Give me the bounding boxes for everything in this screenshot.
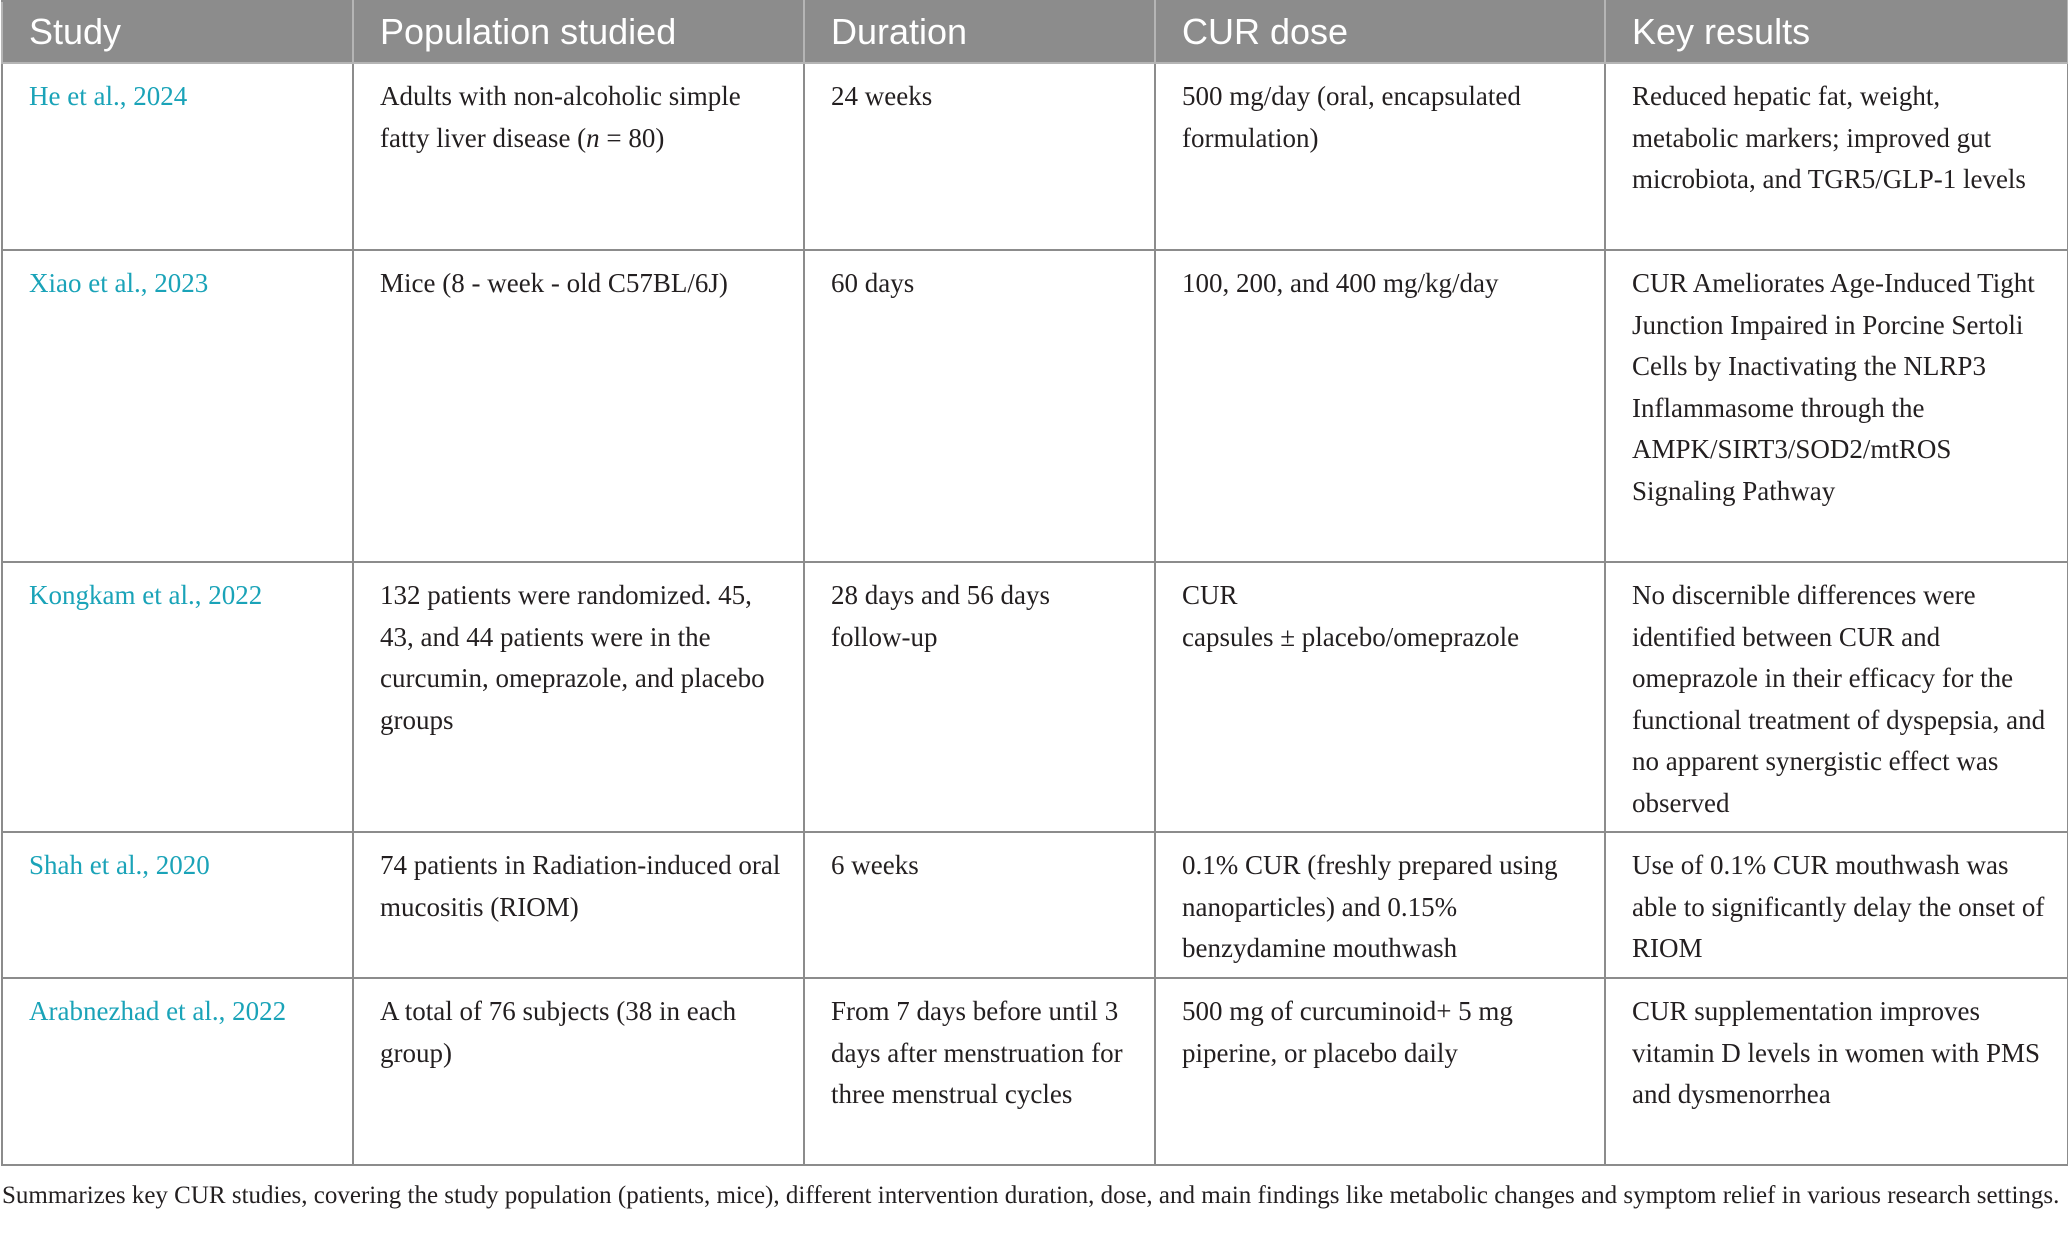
- population-text-end: = 80): [599, 122, 665, 153]
- population-cell: A total of 76 subjects (38 in each group): [353, 978, 804, 1165]
- header-results: Key results: [1605, 1, 2068, 63]
- study-link[interactable]: He et al., 2024: [2, 63, 353, 250]
- duration-cell: 24 weeks: [804, 63, 1155, 250]
- dose-cell: 500 mg of curcuminoid+ 5 mg piperine, or placebo daily: [1155, 978, 1605, 1165]
- header-population: Population studied: [353, 1, 804, 63]
- dose-line: CUR: [1182, 580, 1238, 610]
- results-cell: Use of 0.1% CUR mouthwash was able to significantly delay the onset of RIOM: [1605, 832, 2068, 978]
- table-header-row: [2, 1, 2068, 63]
- table-row: [2, 63, 2068, 250]
- duration-cell: From 7 days before until 3 days after menstruation for three menstrual cycles: [804, 978, 1155, 1165]
- studies-table: [1, 0, 2068, 1166]
- table-row: [2, 562, 2068, 832]
- duration-cell: 60 days: [804, 250, 1155, 562]
- study-link[interactable]: Kongkam et al., 2022: [2, 562, 353, 832]
- population-cell: [353, 63, 804, 250]
- results-cell: No discernible differences were identified between CUR and omeprazole in their efficacy for the functional treatment of dyspepsia, and no apparent synergistic effect was observed: [1605, 562, 2068, 832]
- table-row: [2, 832, 2068, 978]
- header-duration: Duration: [804, 1, 1155, 63]
- header-dose: CUR dose: [1155, 1, 1605, 63]
- dose-cell: [1155, 562, 1605, 832]
- duration-cell: 6 weeks: [804, 832, 1155, 978]
- dose-cell: 100, 200, and 400 mg/kg/day: [1155, 250, 1605, 562]
- header-study: Study: [2, 1, 353, 63]
- population-cell: Mice (8 - week - old C57BL/6J): [353, 250, 804, 562]
- population-cell: 132 patients were randomized. 45, 43, and 44 patients were in the curcumin, omeprazole, and placebo groups: [353, 562, 804, 832]
- population-n-symbol: n: [586, 122, 600, 153]
- dose-line: capsules ± placebo/omeprazole: [1182, 621, 1520, 652]
- study-link[interactable]: Arabnezhad et al., 2022: [2, 978, 353, 1165]
- dose-cell: 500 mg/day (oral, encapsulated formulation): [1155, 63, 1605, 250]
- population-text: Adults with non-alcoholic simple fatty liver disease (: [380, 81, 741, 153]
- table-row: [2, 978, 2068, 1165]
- population-cell: 74 patients in Radiation-induced oral mucositis (RIOM): [353, 832, 804, 978]
- dose-cell: 0.1% CUR (freshly prepared using nanoparticles) and 0.15% benzydamine mouthwash: [1155, 832, 1605, 978]
- study-link[interactable]: Xiao et al., 2023: [2, 250, 353, 562]
- results-cell: CUR supplementation improves vitamin D levels in women with PMS and dysmenorrhea: [1605, 978, 2068, 1165]
- study-link[interactable]: Shah et al., 2020: [2, 832, 353, 978]
- table-caption: Summarizes key CUR studies, covering the study population (patients, mice), different intervention duration, dose, and main findings like metabolic changes and symptom relief in various research settings.: [2, 1182, 2060, 1209]
- results-cell: CUR Ameliorates Age-Induced Tight Junction Impaired in Porcine Sertoli Cells by Inactivating the NLRP3 Inflammasome through the AMPK/SIRT3/SOD2/mtROS Signaling Pathway: [1605, 250, 2068, 562]
- results-cell: Reduced hepatic fat, weight, metabolic markers; improved gut microbiota, and TGR5/GLP-1 levels: [1605, 63, 2068, 250]
- table-row: [2, 250, 2068, 562]
- duration-cell: 28 days and 56 days follow-up: [804, 562, 1155, 832]
